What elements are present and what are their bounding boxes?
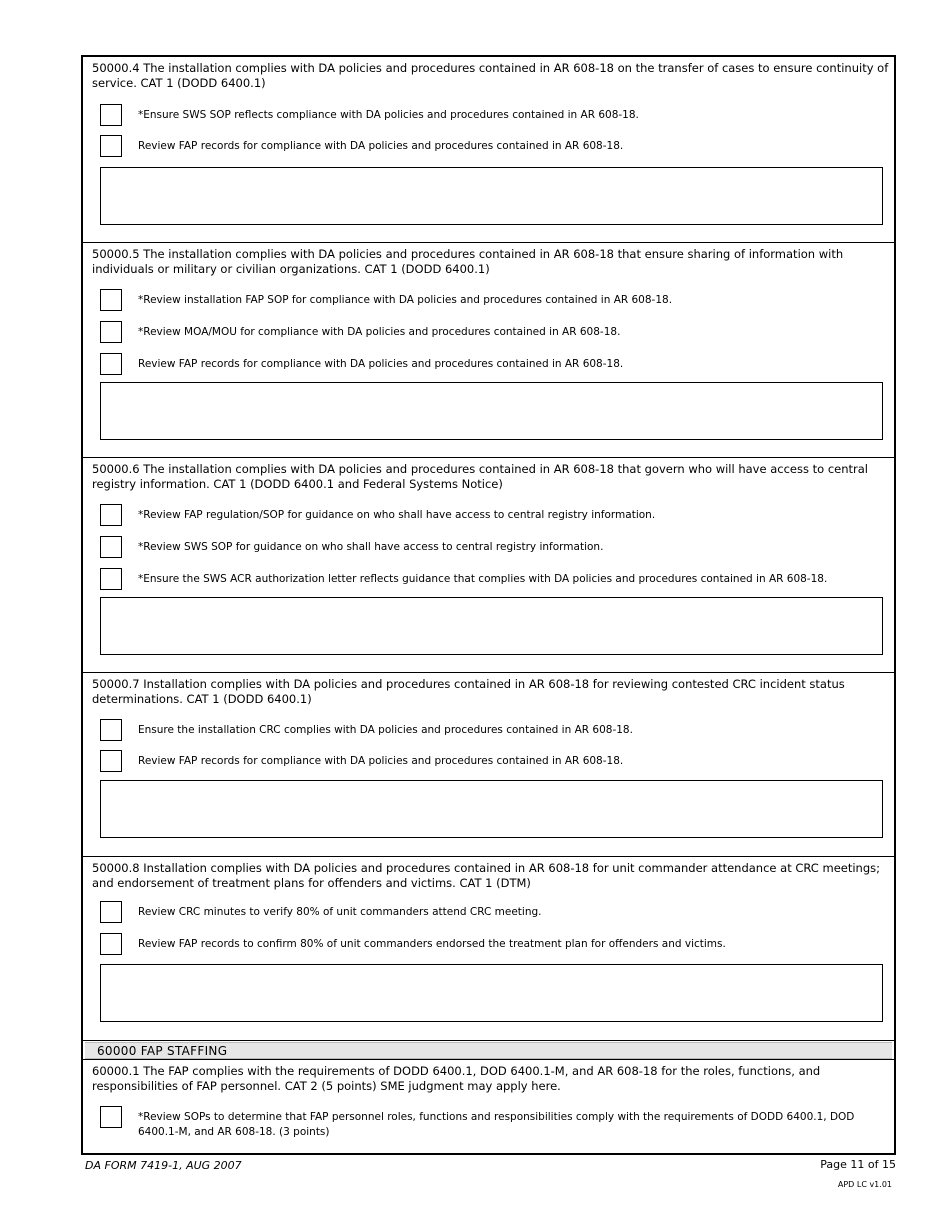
requirement-text: 50000.4 The installation complies with DA policies and procedures contained in AR 608-18 on the transfer of cases to ensure continuity of service. CAT 1 (DODD 6400.1) [92,61,889,90]
requirement-text: 50000.7 Installation complies with DA policies and procedures contained in AR 608-18 for reviewing contested CRC incident status determinations. CAT 1 (DODD 6400.1) [92,677,845,706]
checklist-item [100,933,890,955]
requirement-text: 50000.8 Installation complies with DA policies and procedures contained in AR 608-18 for unit commander attendance at CRC meetings; and endorsement of treatment plans for offenders and victims. CAT 1 (DTM) [92,861,881,890]
requirement-text: 60000.1 The FAP complies with the requirements of DODD 6400.1, DOD 6400.1-M, and AR 608-18 for the roles, functions, and responsibilities of FAP personnel. CAT 2 (5 points) SME judgment may apply here. [92,1064,821,1093]
checklist-item-label: Review FAP records to confirm 80% of unit commanders endorsed the treatment plan for offenders and victims. [138,938,726,950]
checkbox[interactable] [100,536,122,558]
checklist-item [100,1106,890,1140]
section-50000-7 [83,673,894,857]
checklist-item-label: *Review FAP regulation/SOP for guidance on who shall have access to central registry information. [138,509,656,521]
checkbox[interactable] [100,289,122,311]
checklist-item-label: *Ensure the SWS ACR authorization letter reflects guidance that complies with DA policies and procedures contained in AR 608-18. [138,573,828,585]
checkbox[interactable] [100,135,122,157]
checklist-item-label: Review CRC minutes to verify 80% of unit commanders attend CRC meeting. [138,906,542,918]
checkbox[interactable] [100,901,122,923]
checklist-item-label: *Review SWS SOP for guidance on who shall have access to central registry information. [138,541,604,553]
checklist-form [81,55,896,1155]
checklist-item-label: *Review MOA/MOU for compliance with DA policies and procedures contained in AR 608-18. [138,326,621,338]
notes-field[interactable] [100,964,883,1022]
requirement-text: 50000.6 The installation complies with DA policies and procedures contained in AR 608-18 that govern who will have access to central registry information. CAT 1 (DODD 6400.1 and Federal Systems Notice) [92,462,868,491]
checklist-item-label: Ensure the installation CRC complies with DA policies and procedures contained in AR 608-18. [138,724,633,736]
checkbox[interactable] [100,568,122,590]
checkbox[interactable] [100,321,122,343]
checklist-item [100,568,890,590]
section-band-header [85,1042,892,1059]
checkbox[interactable] [100,353,122,375]
form-identifier: DA FORM 7419-1, AUG 2007 [85,1159,242,1172]
band-title: 60000 FAP STAFFING [97,1044,228,1058]
checklist-item-label: *Review SOPs to determine that FAP personnel roles, functions and responsibilities comply with the requirements of DODD 6400.1, DOD 6400.1-M, and AR 608-18. (3 points) [138,1111,855,1138]
checklist-item-label: *Review installation FAP SOP for compliance with DA policies and procedures contained in AR 608-18. [138,294,673,306]
checklist-item-label: Review FAP records for compliance with DA policies and procedures contained in AR 608-18. [138,358,624,370]
checklist-item [100,104,890,126]
notes-field[interactable] [100,167,883,225]
checklist-item [100,901,890,923]
checkbox[interactable] [100,750,122,772]
checklist-item [100,719,890,741]
notes-field[interactable] [100,382,883,440]
checklist-item [100,321,890,343]
version-label: APD LC v1.01 [837,1180,892,1189]
section-50000-8 [83,857,894,1041]
section-50000-4 [83,57,894,243]
notes-field[interactable] [100,780,883,838]
section-50000-6 [83,458,894,673]
section-50000-5 [83,243,894,458]
checklist-item [100,353,890,375]
checkbox[interactable] [100,104,122,126]
checkbox[interactable] [100,933,122,955]
checkbox[interactable] [100,719,122,741]
page-number: Page 11 of 15 [820,1158,896,1171]
checklist-item [100,289,890,311]
checklist-item-label: Review FAP records for compliance with DA policies and procedures contained in AR 608-18. [138,140,624,152]
notes-field[interactable] [100,597,883,655]
checklist-item [100,135,890,157]
checklist-item-label: Review FAP records for compliance with DA policies and procedures contained in AR 608-18. [138,755,624,767]
section-60000-1 [83,1059,894,1153]
checkbox[interactable] [100,1106,122,1128]
checklist-item [100,504,890,526]
checklist-item [100,750,890,772]
checklist-item-label: *Ensure SWS SOP reflects compliance with DA policies and procedures contained in AR 608-18. [138,109,639,121]
checkbox[interactable] [100,504,122,526]
checklist-item [100,536,890,558]
requirement-text: 50000.5 The installation complies with DA policies and procedures contained in AR 608-18 that ensure sharing of information with individuals or military or civilian organizations. CAT 1 (DODD 6400.1) [92,247,844,276]
